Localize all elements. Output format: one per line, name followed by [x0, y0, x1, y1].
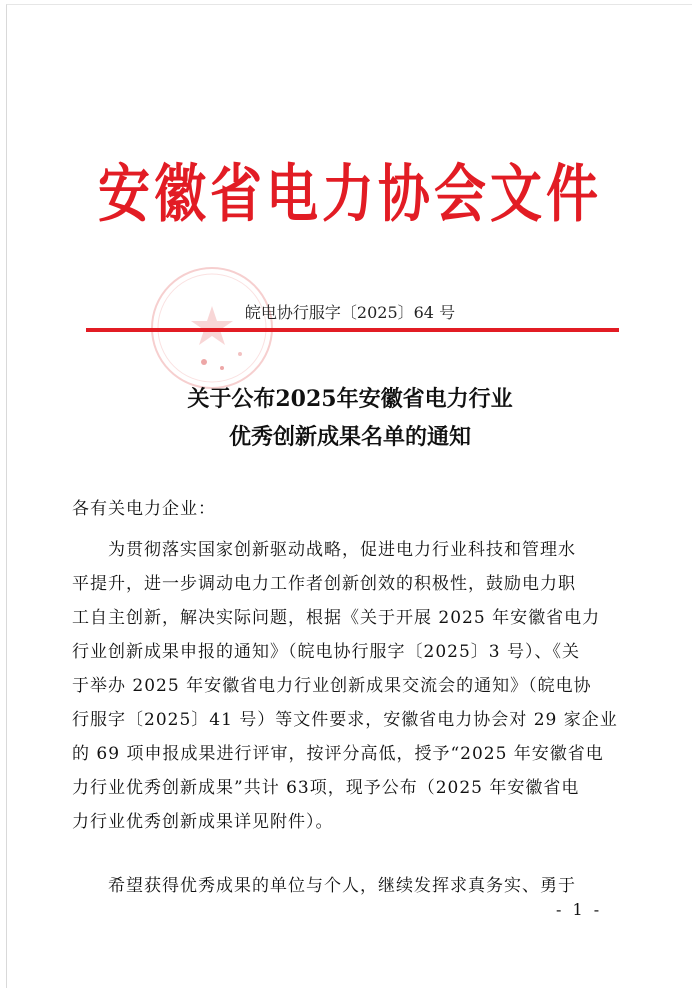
body-line: 平提升，进一步调动电力工作者创新创效的积极性，鼓励电力职	[72, 574, 576, 594]
body-line: 工自主创新，解决实际问题，根据《关于开展 2025 年安徽省电力	[72, 608, 601, 628]
notice-title-line-1: 关于公布2025年安徽省电力行业	[187, 386, 513, 412]
salutation: 各有关电力企业：	[72, 499, 216, 519]
body-paragraph-2	[72, 869, 632, 903]
document-header-title: 安徽省电力协会文件	[97, 158, 602, 232]
body-line: 希望获得优秀成果的单位与个人，继续发挥求真务实、勇于	[108, 876, 576, 896]
body-line: 行业创新成果申报的通知》（皖电协行服字〔2025〕3 号）、《关	[72, 642, 580, 662]
body-line: 力行业优秀创新成果详见附件）。	[72, 812, 334, 832]
body-line: 力行业优秀创新成果”共计 63项，现予公布（2025 年安徽省电	[72, 778, 580, 798]
body-line: 为贯彻落实国家创新驱动战略，促进电力行业科技和管理水	[108, 540, 576, 560]
body-line: 于举办 2025 年安徽省电力行业创新成果交流会的通知》（皖电协	[72, 676, 592, 696]
body-paragraph-1	[72, 533, 632, 839]
body-line: 行服字〔2025〕41 号）等文件要求，安徽省电力协会对 29 家企业	[72, 710, 618, 730]
body-line: 的 69 项申报成果进行评审，按评分高低，授予“2025 年安徽省电	[72, 744, 604, 764]
document-number: 皖电协行服字〔2025〕64 号	[244, 303, 456, 322]
red-divider-line	[86, 328, 619, 332]
notice-title-line-2: 优秀创新成果名单的通知	[228, 424, 471, 450]
notice-title	[0, 380, 700, 456]
page-number: - 1 -	[556, 900, 603, 919]
